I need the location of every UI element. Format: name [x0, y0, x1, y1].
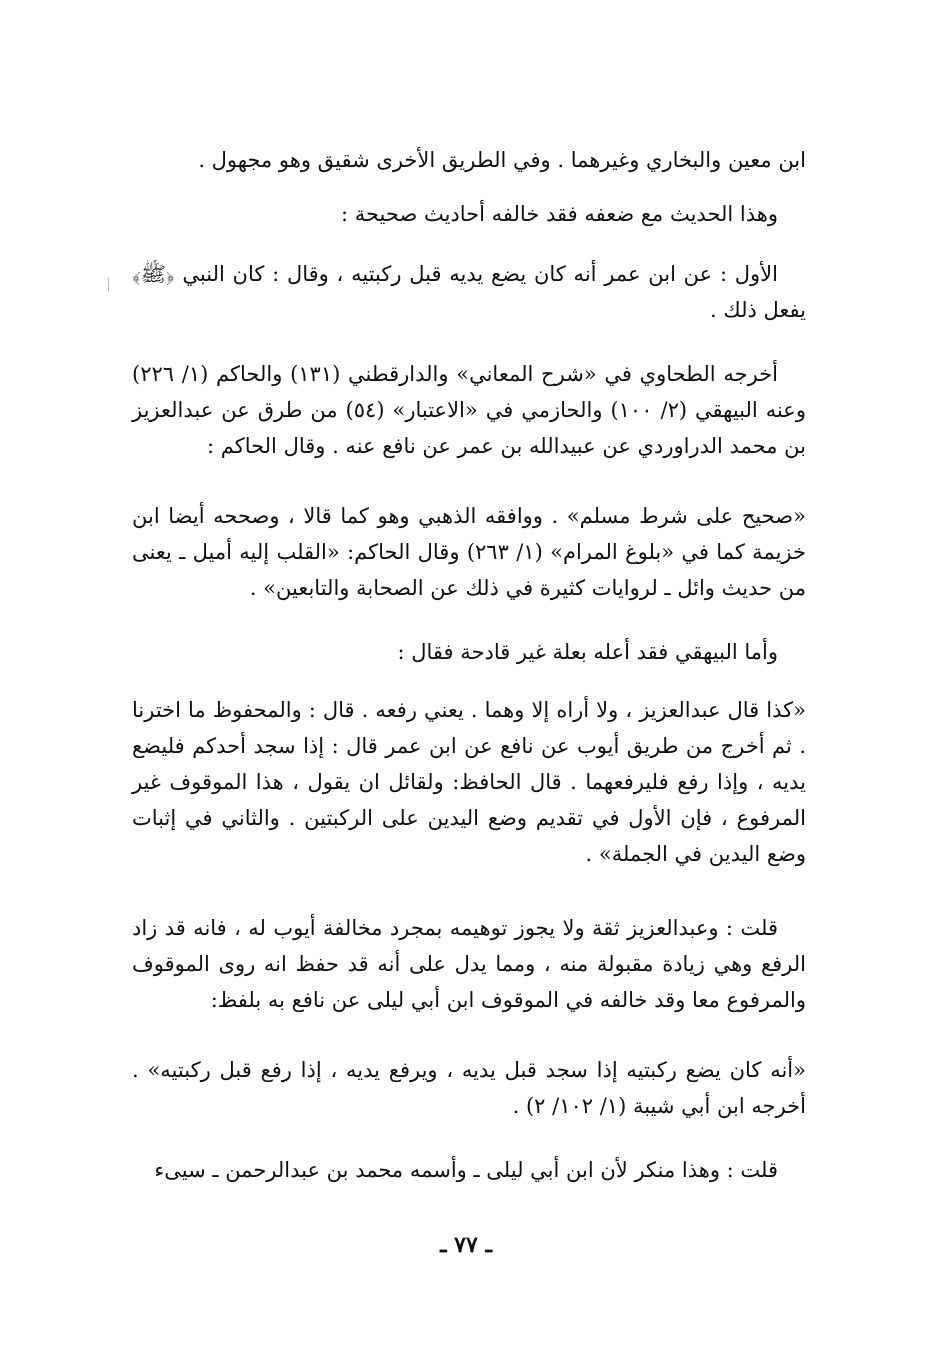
paragraph-3: الأول : عن ابن عمر أنه كان يضع يديه قبل ركبتيه ، وقال : كان النبي ﴿ﷺ﴾ يفعل ذلك .: [132, 262, 806, 322]
paragraph-10: قلت : وهذا منكر لأن ابن أبي ليلى ـ وأسمه محمد بن عبدالرحمن ـ سيىء: [154, 1158, 778, 1182]
paragraph-1: ابن معين والبخاري وغيرهما . وفي الطريق الأخرى شقيق وهو مجهول .: [198, 148, 806, 172]
paragraph-7: «كذا قال عبدالعزيز ، ولا أراه إلا وهما . يعني رفعه . قال : والمحفوظ ما اخترنا . ثم أخرج من طريق أيوب عن نافع عن ابن عمر قال : إذا سجد أحدكم فليضع يديه ، وإذا رفع فليرفعهما . قال الحافظ: ولقائل ان يقول ، هذا الموقوف غير المرفوع ، فإن الأول في تقديم وضع اليدين على الركبتين . والثاني في إثبات وضع اليدين في الجملة» .: [132, 698, 806, 866]
paragraph-6: وأما البيهقي فقد أعله بعلة غير قادحة فقال :: [397, 640, 778, 664]
page-number: ـ ٧٧ ـ: [440, 1232, 492, 1258]
paragraph-8: قلت : وعبدالعزيز ثقة ولا يجوز توهيمه بمجرد مخالفة أيوب له ، فانه قد زاد الرفع وهي زيادة مقبولة منه ، ومما يدل على أنه قد حفظ انه روى الموقوف والمرفوع معا وقد خالفه في الموقوف ابن أبي ليلى عن نافع به بلفظ:: [132, 916, 806, 1012]
paragraph-5: «صحيح على شرط مسلم» . ووافقه الذهبي وهو كما قالا ، وصححه أيضا ابن خزيمة كما في «بلوغ المرام» (١/ ٢٦٣) وقال الحاكم: «القلب إليه أميل ـ يعنى من حديث وائل ـ لروايات كثيرة في ذلك عن الصحابة والتابعين» .: [132, 504, 806, 600]
margin-mark: [108, 278, 109, 292]
paragraph-9: «أنه كان يضع ركبتيه إذا سجد قبل يديه ، ويرفع يديه ، إذا رفع قبل ركبتيه» . أخرجه ابن أبي شيبة (١/ ١٠٢/ ٢) .: [132, 1058, 806, 1118]
paragraph-2: وهذا الحديث مع ضعفه فقد خالفه أحاديث صحيحة :: [340, 202, 778, 226]
paragraph-4: أخرجه الطحاوي في «شرح المعاني» والدارقطني (١٣١) والحاكم (١/ ٢٢٦) وعنه البيهقي (٢/ ١٠٠) والحازمي في «الاعتبار» (٥٤) من طرق عن عبدالعزيز بن محمد الدراوردي عن عبيدالله بن عمر عن نافع عنه . وقال الحاكم :: [132, 362, 806, 458]
